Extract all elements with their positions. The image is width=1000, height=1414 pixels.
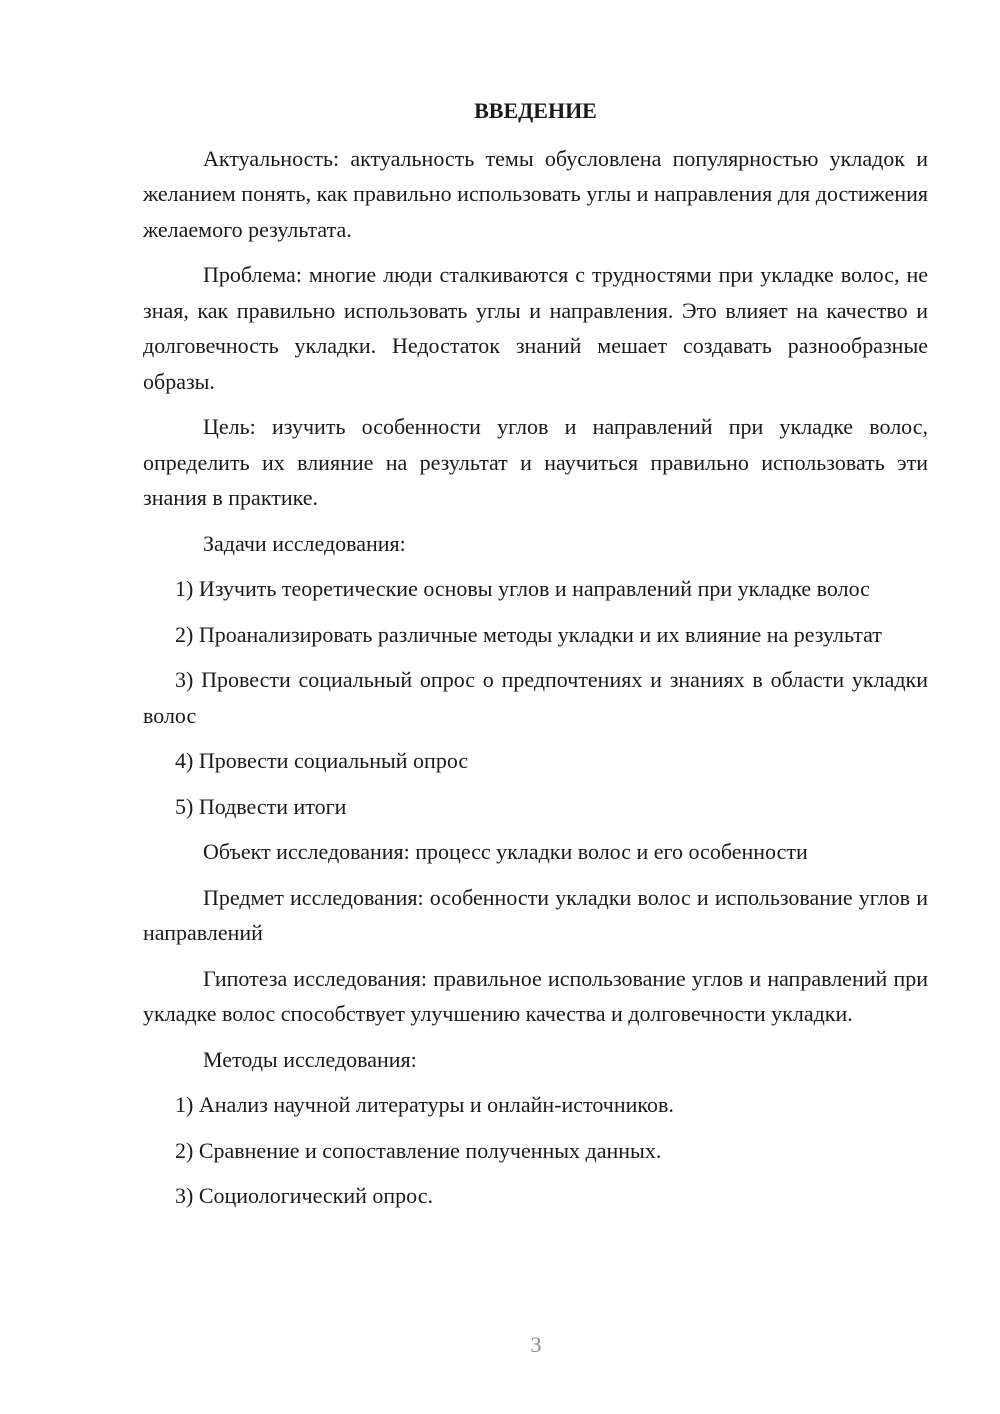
task-item-1: 1) Изучить теоретические основы углов и направлений при укладке волос xyxy=(175,576,870,601)
method-item-3: 3) Социологический опрос. xyxy=(175,1183,433,1208)
object-paragraph: Объект исследования: процесс укладки волос и его особенности xyxy=(203,839,808,864)
page-content xyxy=(143,93,928,1224)
task-item-5: 5) Подвести итоги xyxy=(175,793,347,819)
page-number: 3 xyxy=(530,1332,542,1357)
subject-paragraph: Предмет исследования: особенности укладки волос и использование углов и направлений xyxy=(143,884,928,945)
task-item-4: 4) Провести социальный опрос xyxy=(175,748,469,773)
relevance-paragraph: Актуальность: актуальность темы обусловлена популярностью укладок и желанием понять, как правильно использовать углы и направления для достижения желаемого результата. xyxy=(143,145,928,242)
hypothesis-paragraph: Гипотеза исследования: правильное использование углов и направлений при укладке волос способствует улучшению качества и долговечности укладки. xyxy=(143,965,928,1026)
method-item-1: 1) Анализ научной литературы и онлайн-источников. xyxy=(175,1092,674,1117)
goal-paragraph: Цель: изучить особенности углов и направлений при укладке волос, определить их влияние на результат и научиться правильно использовать эти знания в практике. xyxy=(143,414,928,510)
page-title: ВВЕДЕНИЕ xyxy=(474,98,597,123)
task-item-2: 2) Проанализировать различные методы укладки и их влияние на результат xyxy=(175,621,882,647)
method-item-2: 2) Сравнение и сопоставление полученных данных. xyxy=(175,1137,662,1163)
problem-paragraph: Проблема: многие люди сталкиваются с трудностями при укладке волос, не зная, как правильно использовать углы и направления. Это влияет на качество и долговечность укладки. Недостаток знаний мешает создавать разнообразные образы. xyxy=(143,262,928,394)
methods-heading: Методы исследования: xyxy=(203,1046,417,1072)
task-item-3: 3) Провести социальный опрос о предпочтениях и знаниях в области укладки волос xyxy=(143,667,928,728)
tasks-heading: Задачи исследования: xyxy=(203,530,406,556)
